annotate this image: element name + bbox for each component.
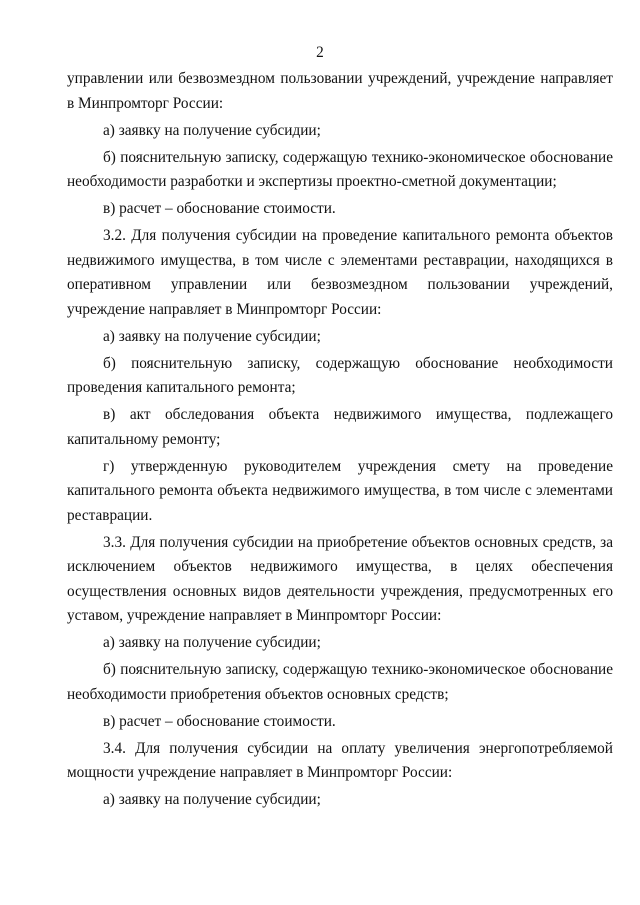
paragraph-continuation: управлении или безвозмездном пользовании учреждений, учреждение направляет в Минпромторг России: <box>67 70 613 112</box>
list-item-application: а) заявку на получение субсидии; <box>103 634 321 651</box>
list-item-cost-calculation: в) расчет – обоснование стоимости. <box>103 712 336 730</box>
list-item-application: а) заявку на получение субсидии; <box>103 327 321 345</box>
list-item-application: а) заявку на получение субсидии; <box>103 791 321 808</box>
list-item-application: а) заявку на получение субсидии; <box>103 121 321 139</box>
list-item-estimate: г) утвержденную руководителем учреждения смету на проведение капитального ремонта объекта недвижимого имущества, в том числе с элементами реставрации. <box>67 457 613 524</box>
list-item-inspection-act: в) акт обследования объекта недвижимого имущества, подлежащего капитальному ремонту; <box>67 406 613 448</box>
list-item-explanatory-note: б) пояснительную записку, содержащую технико-экономическое обоснование необходимости разработки и экспертизы проектно-сметной документации; <box>67 148 613 190</box>
clause-3-3: 3.3. Для получения субсидии на приобретение объектов основных средств, за исключением объектов недвижимого имущества, в целях обеспечения осуществления основных видов деятельности учреждения, предусмотренных его уставом, учреждение направляет в Минпромторг России: <box>67 533 613 624</box>
list-item-cost-calculation: в) расчет – обоснование стоимости. <box>103 200 336 217</box>
page-number: 2 <box>316 44 324 61</box>
clause-3-2: 3.2. Для получения субсидии на проведение капитального ремонта объектов недвижимого имущества, в том числе с элементами реставрации, находящихся в оперативном управлении или безвозмездном пользовании учреждений, учреждение направляет в Минпромторг России: <box>67 227 613 318</box>
list-item-explanatory-note: б) пояснительную записку, содержащую технико-экономическое обоснование необходимости приобретения объектов основных средств; <box>67 661 613 703</box>
clause-3-4: 3.4. Для получения субсидии на оплату увеличения энергопотребляемой мощности учреждение направляет в Минпромторг России: <box>67 739 613 781</box>
document-body <box>67 67 613 815</box>
list-item-explanatory-note: б) пояснительную записку, содержащую обоснование необходимости проведения капитального ремонта; <box>67 354 613 396</box>
